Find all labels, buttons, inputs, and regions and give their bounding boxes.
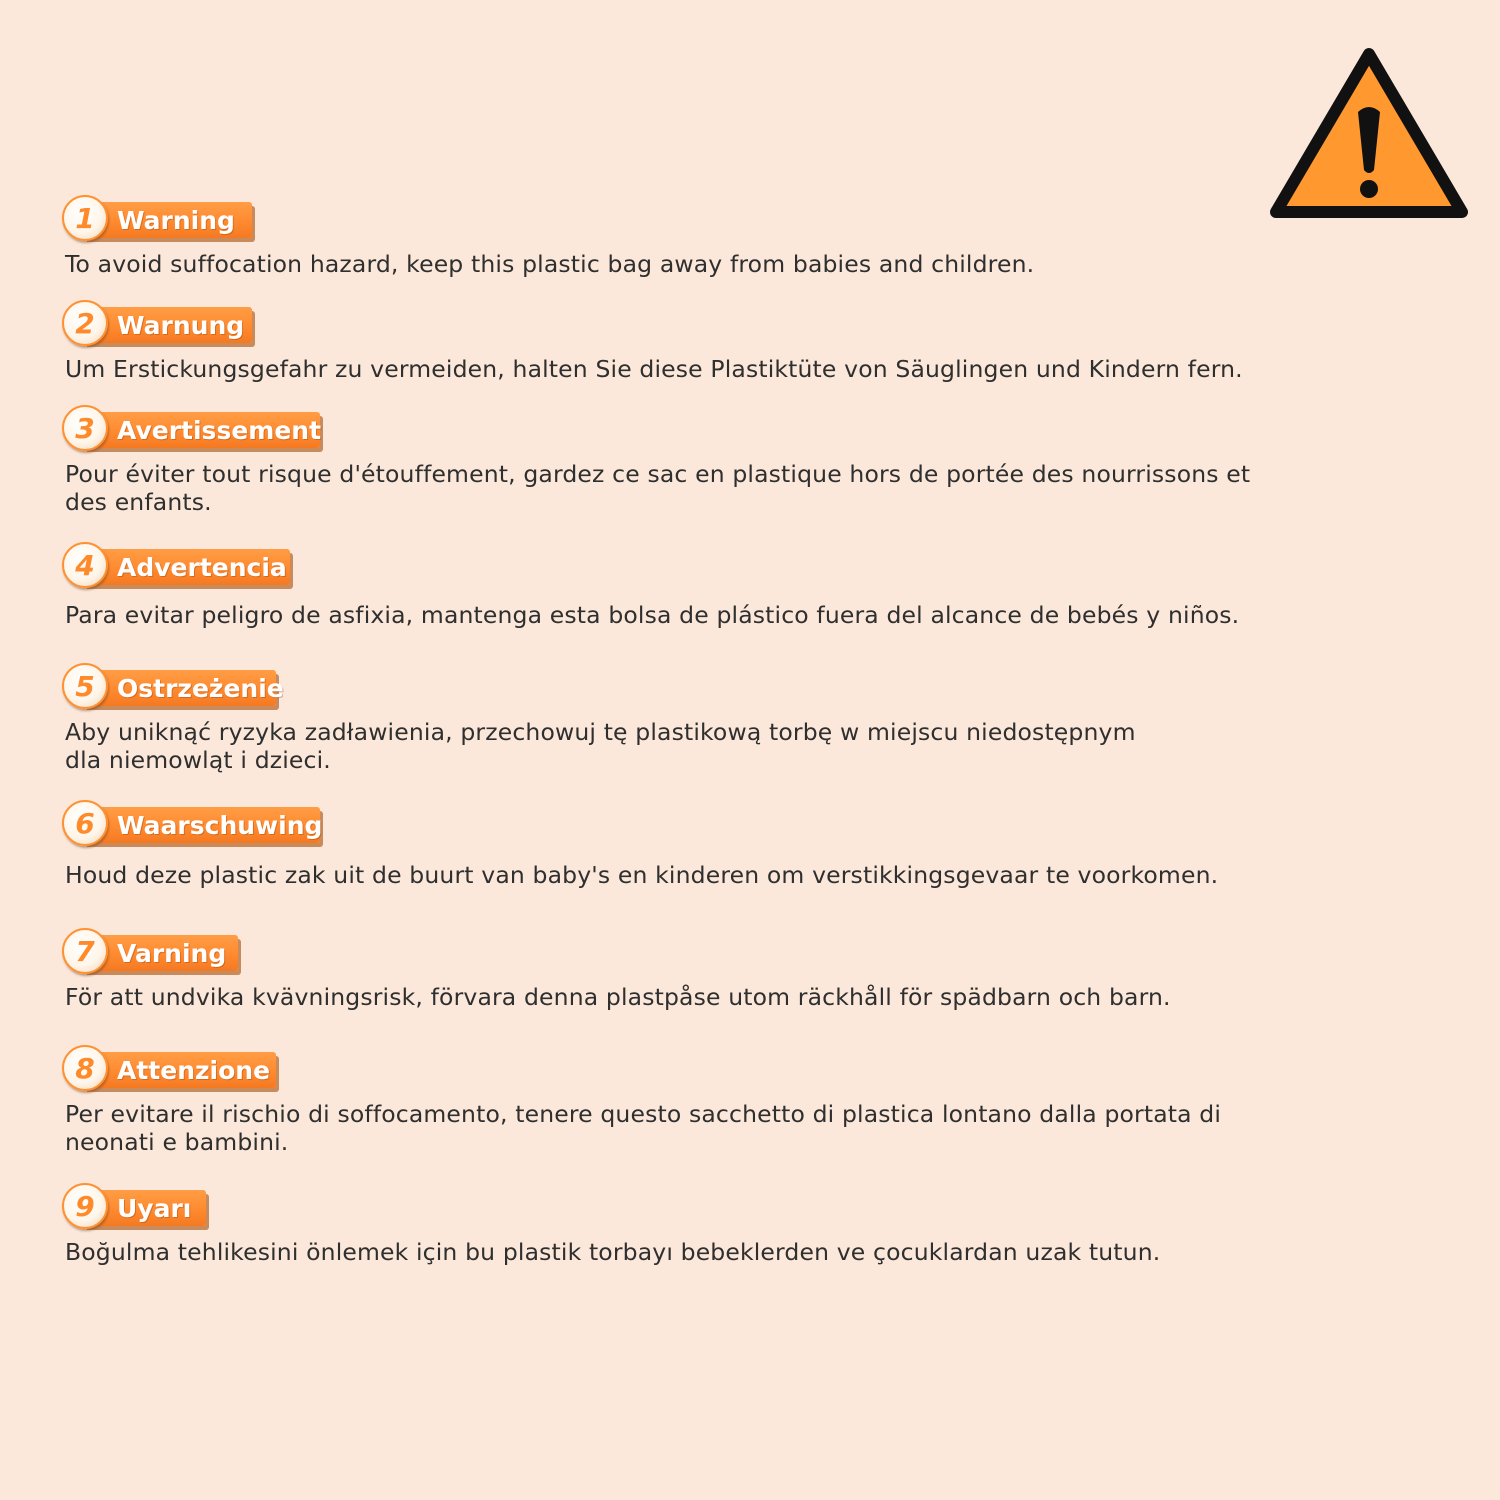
section-tag	[62, 542, 1275, 592]
warning-section-2	[62, 300, 1275, 384]
section-tag-bar	[84, 202, 252, 238]
warning-section-5	[62, 663, 1165, 774]
section-number-badge: 2	[62, 300, 108, 346]
section-text: Houd deze plastic zak uit de buurt van baby's en kinderen om verstikkingsgevaar te voorkomen.	[65, 861, 1219, 889]
section-tag-bar	[84, 549, 290, 585]
section-tag-bar	[84, 670, 284, 706]
section-number-badge: 6	[62, 800, 108, 846]
section-number-badge: 9	[62, 1183, 108, 1229]
section-tag	[62, 800, 1275, 850]
section-number-badge: 3	[62, 405, 108, 451]
section-tag	[62, 300, 1275, 350]
section-title: Advertencia	[117, 553, 287, 582]
warning-section-8	[62, 1045, 1290, 1156]
section-title: Varning	[117, 939, 227, 968]
section-title: Attenzione	[117, 1056, 271, 1085]
section-tag	[62, 928, 1275, 978]
section-text: Aby uniknąć ryzyka zadławienia, przechowuj tę plastikową torbę w miejscu niedostępnym dla niemowląt i dzieci.	[65, 718, 1136, 774]
section-tag	[62, 195, 1275, 245]
warning-section-7	[62, 928, 1275, 1012]
section-title: Waarschuwing	[117, 811, 323, 840]
section-tag	[62, 1045, 1290, 1095]
section-tag	[62, 1183, 1275, 1233]
section-number-badge: 4	[62, 542, 108, 588]
section-number-badge: 5	[62, 663, 108, 709]
section-text: Um Erstickungsgefahr zu vermeiden, halten Sie diese Plastiktüte von Säuglingen und Kindern fern.	[65, 355, 1243, 383]
section-title: Ostrzeżenie	[117, 674, 284, 703]
section-tag	[62, 405, 1275, 455]
section-tag	[62, 663, 1165, 713]
warning-triangle-icon	[1268, 46, 1470, 226]
warning-section-4	[62, 542, 1275, 630]
section-title: Uyarı	[117, 1194, 192, 1223]
section-number-badge: 1	[62, 195, 108, 241]
section-text: Para evitar peligro de asfixia, mantenga esta bolsa de plástico fuera del alcance de bebés y niños.	[65, 601, 1240, 629]
section-number-badge: 7	[62, 928, 108, 974]
section-text: Pour éviter tout risque d'étouffement, gardez ce sac en plastique hors de portée des nourrissons et des enfants.	[65, 460, 1251, 516]
section-text: To avoid suffocation hazard, keep this plastic bag away from babies and children.	[65, 250, 1035, 278]
section-text: För att undvika kvävningsrisk, förvara denna plastpåse utom räckhåll för spädbarn och barn.	[65, 983, 1171, 1011]
warning-section-3	[62, 405, 1275, 516]
section-tag-bar	[84, 807, 323, 843]
section-title: Warning	[117, 206, 235, 235]
warning-section-9	[62, 1183, 1275, 1267]
section-text: Per evitare il rischio di soffocamento, tenere questo sacchetto di plastica lontano dalla portata di neonati e bambini.	[65, 1100, 1222, 1156]
warning-section-6	[62, 800, 1275, 890]
section-title: Warnung	[117, 311, 245, 340]
section-title: Avertissement	[117, 416, 322, 445]
warning-section-1	[62, 195, 1275, 279]
section-number-badge: 8	[62, 1045, 108, 1091]
section-text: Boğulma tehlikesini önlemek için bu plastik torbayı bebeklerden ve çocuklardan uzak tutun.	[65, 1238, 1161, 1266]
section-tag-bar	[84, 1052, 276, 1088]
section-tag-bar	[84, 307, 252, 343]
exclamation-dot	[1360, 180, 1378, 198]
section-tag-bar	[84, 412, 320, 448]
